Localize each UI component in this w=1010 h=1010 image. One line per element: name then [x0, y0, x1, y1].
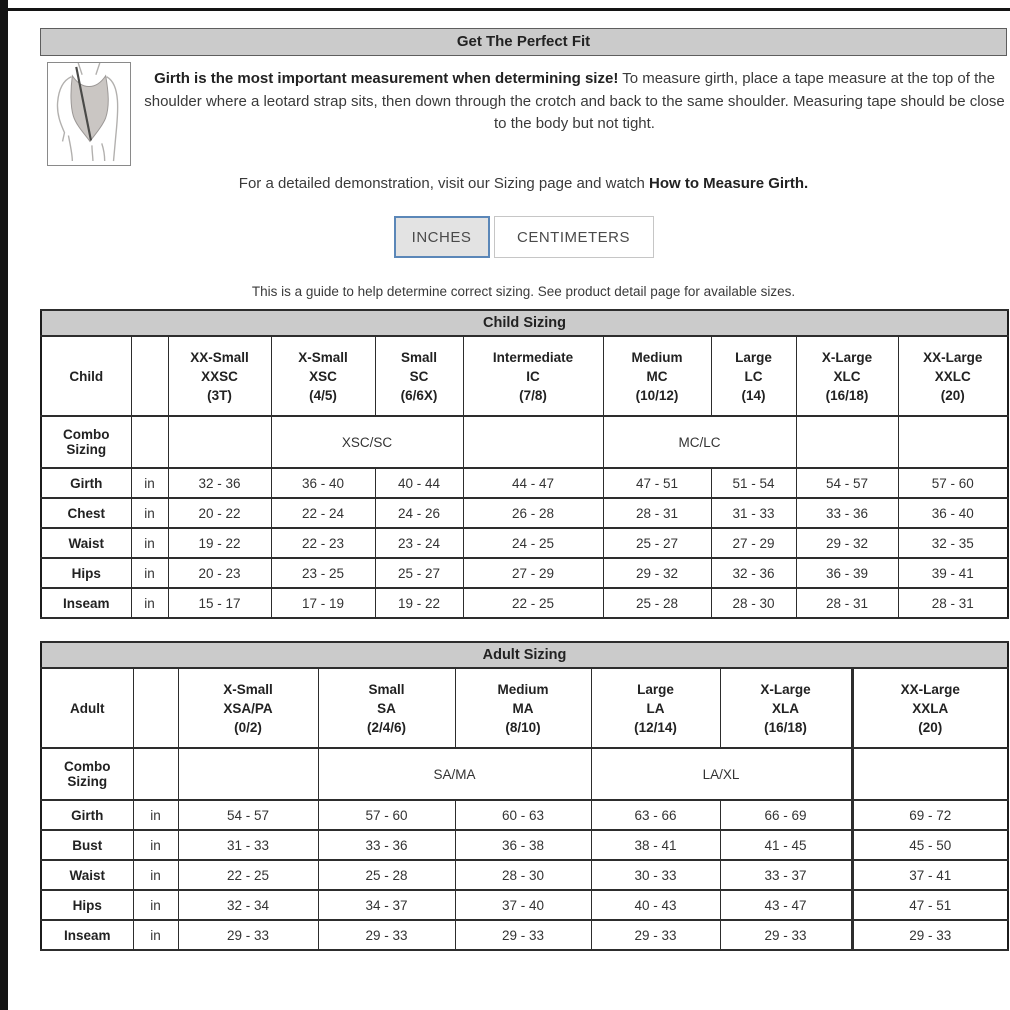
- unit-cell: in: [131, 588, 168, 618]
- size-value-cell: 29 - 33: [720, 920, 852, 950]
- size-value-cell: 28 - 31: [796, 588, 898, 618]
- size-value-cell: 43 - 47: [720, 890, 852, 920]
- table-title-row: [41, 642, 1008, 668]
- demo-line-bold: How to Measure Girth.: [649, 175, 809, 192]
- size-value-cell: 33 - 37: [720, 860, 852, 890]
- size-column-line: (10/12): [635, 387, 679, 403]
- combo-sizing-row: [41, 748, 1008, 800]
- size-value-cell: 22 - 25: [463, 588, 603, 618]
- combo-cell: XSC/SC: [271, 416, 463, 468]
- size-value-cell: 33 - 36: [318, 830, 455, 860]
- size-column-header: [720, 668, 852, 748]
- size-column-line: XSA/PA: [223, 700, 273, 716]
- size-column-line: (20): [918, 719, 943, 735]
- measurement-row: [41, 468, 1008, 498]
- size-column-line: XXSC: [201, 368, 238, 384]
- adult-sizing-table: [40, 641, 1009, 951]
- size-value-cell: 15 - 17: [168, 588, 271, 618]
- size-value-cell: 31 - 33: [178, 830, 318, 860]
- left-border-strip: [0, 0, 8, 1010]
- size-value-cell: 29 - 32: [796, 528, 898, 558]
- size-column-line: XX-Small: [190, 349, 249, 365]
- size-column-line: Small: [400, 349, 438, 365]
- table-title-row: [41, 310, 1008, 336]
- size-value-cell: 37 - 40: [455, 890, 591, 920]
- size-value-cell: 57 - 60: [318, 800, 455, 830]
- size-value-cell: 25 - 28: [603, 588, 711, 618]
- size-value-cell: 23 - 24: [375, 528, 463, 558]
- measurement-row: [41, 830, 1008, 860]
- size-value-cell: 66 - 69: [720, 800, 852, 830]
- size-column-line: X-Large: [760, 681, 811, 697]
- centimeters-button[interactable]: CENTIMETERS: [494, 216, 654, 258]
- combo-label: Combo Sizing: [41, 748, 133, 800]
- size-value-cell: 41 - 45: [720, 830, 852, 860]
- measurement-label: Waist: [41, 528, 131, 558]
- unit-cell: [131, 416, 168, 468]
- unit-column-header: [131, 336, 168, 416]
- size-column-line: (6/6X): [400, 387, 438, 403]
- unit-cell: in: [133, 860, 178, 890]
- size-value-cell: 38 - 41: [591, 830, 720, 860]
- size-column-line: (7/8): [519, 387, 547, 403]
- size-column-header: [463, 336, 603, 416]
- size-value-cell: 24 - 26: [375, 498, 463, 528]
- size-value-cell: 31 - 33: [711, 498, 796, 528]
- inches-button[interactable]: INCHES: [394, 216, 490, 258]
- size-value-cell: 17 - 19: [271, 588, 375, 618]
- size-value-cell: 25 - 27: [603, 528, 711, 558]
- size-column-line: Medium: [497, 681, 549, 697]
- measurement-row: [41, 558, 1008, 588]
- size-column-line: X-Small: [223, 681, 273, 697]
- measurement-label: Waist: [41, 860, 133, 890]
- corner-label: Child: [41, 336, 131, 416]
- size-value-cell: 47 - 51: [603, 468, 711, 498]
- size-value-cell: 54 - 57: [796, 468, 898, 498]
- size-value-cell: 25 - 28: [318, 860, 455, 890]
- size-value-cell: 27 - 29: [463, 558, 603, 588]
- size-value-cell: 40 - 44: [375, 468, 463, 498]
- table-header-row: [41, 336, 1008, 416]
- size-column-line: Medium: [631, 349, 683, 365]
- size-value-cell: 28 - 30: [455, 860, 591, 890]
- size-value-cell: 29 - 33: [591, 920, 720, 950]
- size-column-line: MA: [512, 700, 534, 716]
- size-column-line: (4/5): [309, 387, 337, 403]
- size-value-cell: 23 - 25: [271, 558, 375, 588]
- size-value-cell: 51 - 54: [711, 468, 796, 498]
- measurement-row: [41, 890, 1008, 920]
- size-column-header: [603, 336, 711, 416]
- size-column-line: XX-Large: [900, 681, 960, 697]
- girth-intro-section: [40, 62, 1007, 168]
- size-value-cell: 19 - 22: [375, 588, 463, 618]
- combo-cell: [796, 416, 898, 468]
- girth-measurement-figure: [47, 62, 131, 166]
- size-value-cell: 47 - 51: [852, 890, 1008, 920]
- size-column-line: (16/18): [764, 719, 807, 735]
- size-value-cell: 32 - 36: [711, 558, 796, 588]
- measurement-row: [41, 860, 1008, 890]
- size-value-cell: 28 - 30: [711, 588, 796, 618]
- sizing-note: This is a guide to help determine correct sizing. See product detail page for available sizes.: [251, 284, 796, 299]
- size-value-cell: 27 - 29: [711, 528, 796, 558]
- demo-line-text: For a detailed demonstration, visit our Sizing page and watch: [238, 175, 650, 192]
- size-value-cell: 19 - 22: [168, 528, 271, 558]
- size-column-line: MC: [646, 368, 668, 384]
- size-column-header: [898, 336, 1008, 416]
- measurement-row: [41, 800, 1008, 830]
- measurement-label: Bust: [41, 830, 133, 860]
- size-value-cell: 36 - 39: [796, 558, 898, 588]
- child-sizing-title: Child Sizing: [41, 310, 1008, 336]
- size-value-cell: 39 - 41: [898, 558, 1008, 588]
- top-border-line: [8, 8, 1010, 11]
- measurement-row: [41, 588, 1008, 618]
- page-title: Get The Perfect Fit: [40, 28, 1007, 56]
- size-column-line: X-Large: [821, 349, 873, 365]
- size-value-cell: 25 - 27: [375, 558, 463, 588]
- size-column-line: Small: [368, 681, 405, 697]
- size-column-header: [852, 668, 1008, 748]
- size-value-cell: 36 - 40: [271, 468, 375, 498]
- corner-label: Adult: [41, 668, 133, 748]
- unit-column-header: [133, 668, 178, 748]
- measurement-label: Hips: [41, 890, 133, 920]
- measurement-label: Inseam: [41, 588, 131, 618]
- measurement-label: Hips: [41, 558, 131, 588]
- size-column-line: Intermediate: [492, 349, 574, 365]
- unit-cell: in: [131, 468, 168, 498]
- demo-line: [40, 174, 1007, 194]
- size-value-cell: 26 - 28: [463, 498, 603, 528]
- size-value-cell: 28 - 31: [603, 498, 711, 528]
- combo-cell: [178, 748, 318, 800]
- girth-instructions-body: To measure girth, place a tape measure at the top of the shoulder where a leotard strap sits, then down through the crotch and back to the same shoulder. Measuring tape should be close to the body but not tight.: [144, 70, 1005, 132]
- size-value-cell: 44 - 47: [463, 468, 603, 498]
- unit-cell: in: [131, 528, 168, 558]
- size-column-line: LA: [646, 700, 665, 716]
- child-sizing-table: [40, 309, 1009, 619]
- size-column-header: [271, 336, 375, 416]
- size-value-cell: 40 - 43: [591, 890, 720, 920]
- size-value-cell: 54 - 57: [178, 800, 318, 830]
- size-column-header: [375, 336, 463, 416]
- unit-cell: in: [133, 890, 178, 920]
- size-column-header: [455, 668, 591, 748]
- size-value-cell: 45 - 50: [852, 830, 1008, 860]
- size-column-line: X-Small: [298, 349, 348, 365]
- size-column-line: SC: [409, 368, 429, 384]
- combo-cell: MC/LC: [603, 416, 796, 468]
- size-value-cell: 20 - 23: [168, 558, 271, 588]
- size-value-cell: 20 - 22: [168, 498, 271, 528]
- size-value-cell: 63 - 66: [591, 800, 720, 830]
- combo-sizing-row: [41, 416, 1008, 468]
- size-column-line: IC: [526, 368, 540, 384]
- size-column-line: XXLA: [912, 700, 949, 716]
- size-value-cell: 29 - 32: [603, 558, 711, 588]
- size-column-line: (3T): [207, 387, 232, 403]
- unit-cell: [133, 748, 178, 800]
- measurement-label: Inseam: [41, 920, 133, 950]
- size-value-cell: 22 - 24: [271, 498, 375, 528]
- size-column-line: SA: [377, 700, 396, 716]
- size-column-header: [796, 336, 898, 416]
- size-value-cell: 37 - 41: [852, 860, 1008, 890]
- size-value-cell: 32 - 36: [168, 468, 271, 498]
- measurement-row: [41, 528, 1008, 558]
- girth-instructions-lead: Girth is the most important measurement when determining size!: [154, 70, 619, 87]
- combo-cell: [168, 416, 271, 468]
- size-column-line: XX-Large: [923, 349, 983, 365]
- size-column-line: (8/10): [505, 719, 541, 735]
- size-value-cell: 36 - 40: [898, 498, 1008, 528]
- unit-cell: in: [133, 920, 178, 950]
- combo-cell: [463, 416, 603, 468]
- size-value-cell: 36 - 38: [455, 830, 591, 860]
- unit-cell: in: [131, 498, 168, 528]
- size-value-cell: 29 - 33: [318, 920, 455, 950]
- size-column-line: LC: [744, 368, 763, 384]
- size-value-cell: 57 - 60: [898, 468, 1008, 498]
- size-column-line: XSC: [309, 368, 337, 384]
- size-column-line: XLA: [772, 700, 799, 716]
- size-value-cell: 34 - 37: [318, 890, 455, 920]
- size-value-cell: 24 - 25: [463, 528, 603, 558]
- adult-sizing-title: Adult Sizing: [41, 642, 1008, 668]
- size-value-cell: 29 - 33: [455, 920, 591, 950]
- size-column-line: Large: [637, 681, 674, 697]
- combo-cell: LA/XL: [591, 748, 852, 800]
- size-column-line: XLC: [833, 368, 861, 384]
- size-column-line: (14): [741, 387, 766, 403]
- size-value-cell: 22 - 25: [178, 860, 318, 890]
- unit-cell: in: [131, 558, 168, 588]
- size-value-cell: 30 - 33: [591, 860, 720, 890]
- size-value-cell: 33 - 36: [796, 498, 898, 528]
- measurement-label: Girth: [41, 468, 131, 498]
- measurement-row: [41, 920, 1008, 950]
- size-column-line: (0/2): [234, 719, 262, 735]
- combo-cell: [898, 416, 1008, 468]
- size-column-header: [168, 336, 271, 416]
- table-header-row: [41, 668, 1008, 748]
- measurement-label: Girth: [41, 800, 133, 830]
- size-value-cell: 22 - 23: [271, 528, 375, 558]
- size-column-line: (2/4/6): [366, 719, 407, 735]
- size-value-cell: 29 - 33: [178, 920, 318, 950]
- size-column-line: (16/18): [825, 387, 869, 403]
- size-column-line: XXLC: [934, 368, 971, 384]
- size-value-cell: 32 - 34: [178, 890, 318, 920]
- size-value-cell: 32 - 35: [898, 528, 1008, 558]
- girth-instructions: [142, 62, 1007, 136]
- size-guide-page: [40, 28, 1007, 951]
- measurement-label: Chest: [41, 498, 131, 528]
- combo-cell: [852, 748, 1008, 800]
- combo-cell: SA/MA: [318, 748, 591, 800]
- size-value-cell: 29 - 33: [852, 920, 1008, 950]
- size-value-cell: 28 - 31: [898, 588, 1008, 618]
- size-column-line: Large: [735, 349, 772, 365]
- size-value-cell: 60 - 63: [455, 800, 591, 830]
- leotard-diagram-icon: [48, 63, 130, 163]
- size-column-line: (20): [940, 387, 965, 403]
- unit-cell: in: [133, 800, 178, 830]
- size-column-header: [318, 668, 455, 748]
- size-column-header: [591, 668, 720, 748]
- size-column-line: (12/14): [634, 719, 677, 735]
- size-column-header: [178, 668, 318, 748]
- size-value-cell: 69 - 72: [852, 800, 1008, 830]
- unit-cell: in: [133, 830, 178, 860]
- measurement-row: [41, 498, 1008, 528]
- size-column-header: [711, 336, 796, 416]
- combo-label: Combo Sizing: [41, 416, 131, 468]
- unit-toggle: [40, 216, 1007, 258]
